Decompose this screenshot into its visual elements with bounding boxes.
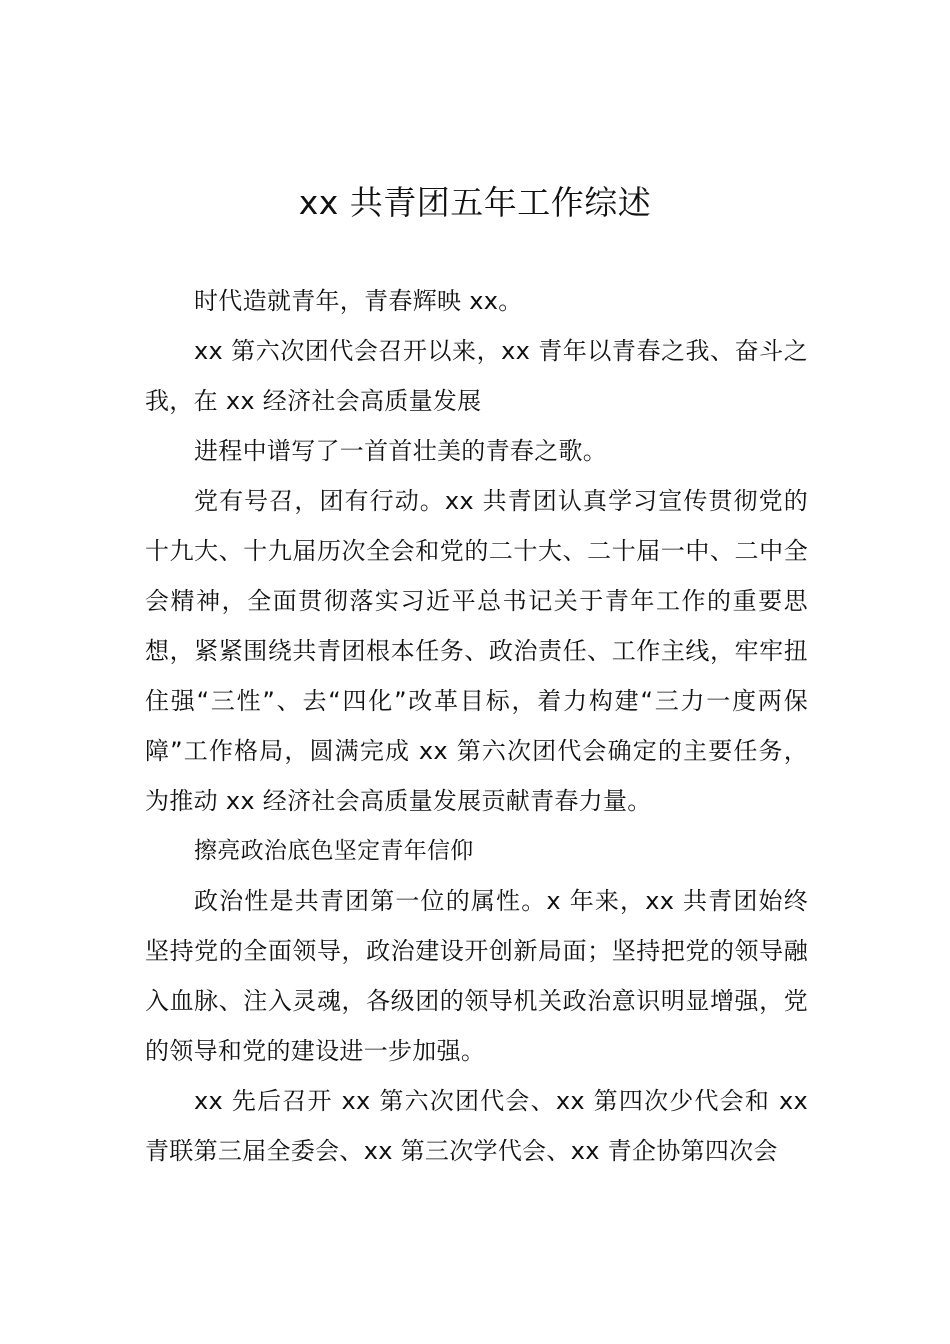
paragraph-party-call: 党有号召，团有行动。xx 共青团认真学习宣传贯彻党的十九大、十九届历次全会和党的二十大、二十届一中、二中全会精神，全面贯彻落实习近平总书记关于青年工作的重要思想，紧紧围绕共青团根本任务、政治责任、工作主线，牢牢扭住强“三性”、去“四化”改革目标，着力构建“三力一度两保障”工作格局，圆满完成 xx 第六次团代会确定的主要任务，为推动 xx 经济社会高质量发展贡献青春力量。	[145, 487, 808, 815]
paragraph-political: 政治性是共青团第一位的属性。x 年来，xx 共青团始终坚持党的全面领导，政治建设开创新局面；坚持把党的领导融入血脉、注入灵魂，各级团的领导机关政治意识明显增强，党的领导和党的建设进一步加强。	[145, 887, 808, 1065]
document-title: xx 共青团五年工作综述	[298, 183, 652, 222]
document-body	[145, 276, 808, 1176]
paragraph-congress: xx 第六次团代会召开以来，xx 青年以青春之我、奋斗之我，在 xx 经济社会高质量发展	[145, 337, 808, 415]
paragraph-opening: 时代造就青年，青春辉映 xx。	[194, 287, 523, 315]
section-heading: 擦亮政治底色坚定青年信仰	[194, 838, 474, 864]
paragraph-youth-song: 进程中谱写了一首首壮美的青春之歌。	[194, 437, 608, 465]
paragraph-meetings: xx 先后召开 xx 第六次团代会、xx 第四次少代会和 xx 青联第三届全委会、xx 第三次学代会、xx 青企协第四次会	[145, 1087, 808, 1165]
